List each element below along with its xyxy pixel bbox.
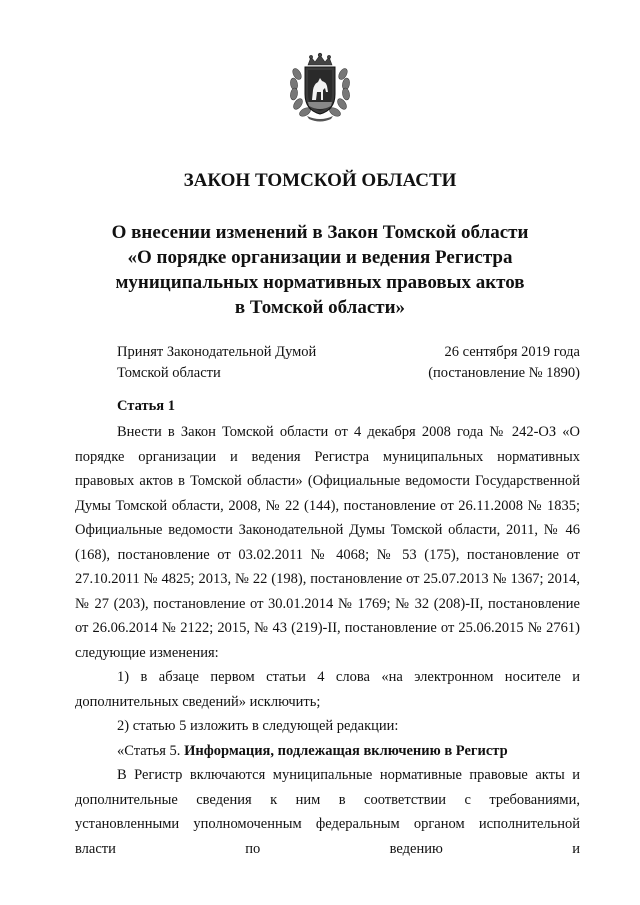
law-title: ЗАКОН ТОМСКОЙ ОБЛАСТИ xyxy=(183,170,457,191)
resolution-number: (постановление № 1890) xyxy=(428,365,580,381)
article-intro-paragraph: Внести в Закон Томской области от 4 декабря 2008 года № 242-ОЗ «О порядке организации и ведения Регистра муниципальных нормативных правовых актов в Томской области» (Официальные ведомости Государственной Думы Томской области, 2008, № 22 (144), постановление от 26.11.2008 № 1835; Официальные ведомости Законодательной Думы Томской области, 2011, № 46 (168), постановление от 03.02.2011 № 4068; № 53 (175), постановление от 27.10.2011 № 4825; 2013, № 22 (198), постановление от 25.07.2013 № 1367; 2014, № 27 (203), постановление от 30.01.2014 № 1769; № 32 (208)-II, постановление от 26.06.2014 № 2122; 2015, № 43 (219)-II, постановление от 25.06.2015 № 2761) следующие изменения: xyxy=(75,424,580,661)
subtitle-line: муниципальных нормативных правовых актов xyxy=(115,272,525,293)
article-item-2: 2) статью 5 изложить в следующей редакции: xyxy=(117,718,399,734)
subtitle-line: О внесении изменений в Закон Томской области xyxy=(111,222,529,243)
adoption-date: 26 сентября 2019 года xyxy=(444,344,580,360)
quoted-article-text: В Регистр включаются муниципальные нормативные правовые акты и дополнительные сведения к ним в соответствии с требованиями, установленными уполномоченным федеральным органом исполнительной власти по ведению и xyxy=(75,767,580,857)
adoption-date-block xyxy=(428,342,580,384)
law-subtitle xyxy=(0,220,640,320)
article-heading: Статья 1 xyxy=(117,398,175,414)
quoted-article-prefix: «Статья 5. xyxy=(117,742,181,759)
quoted-article-title: Информация, подлежащая включению в Регистр xyxy=(184,742,508,759)
subtitle-line: «О порядке организации и ведения Регистра xyxy=(127,247,513,268)
coat-of-arms-icon xyxy=(287,52,353,122)
adopted-by xyxy=(117,342,316,384)
adopted-by-line: Томской области xyxy=(117,365,221,381)
article-item-1: 1) в абзаце первом статьи 4 слова «на электронном носителе и дополнительных сведений» исключить; xyxy=(75,669,580,710)
article-body xyxy=(75,420,580,861)
subtitle-line: в Томской области» xyxy=(234,297,406,318)
quoted-article-heading xyxy=(75,739,580,764)
adopted-by-line: Принят Законодательной Думой xyxy=(117,344,317,360)
